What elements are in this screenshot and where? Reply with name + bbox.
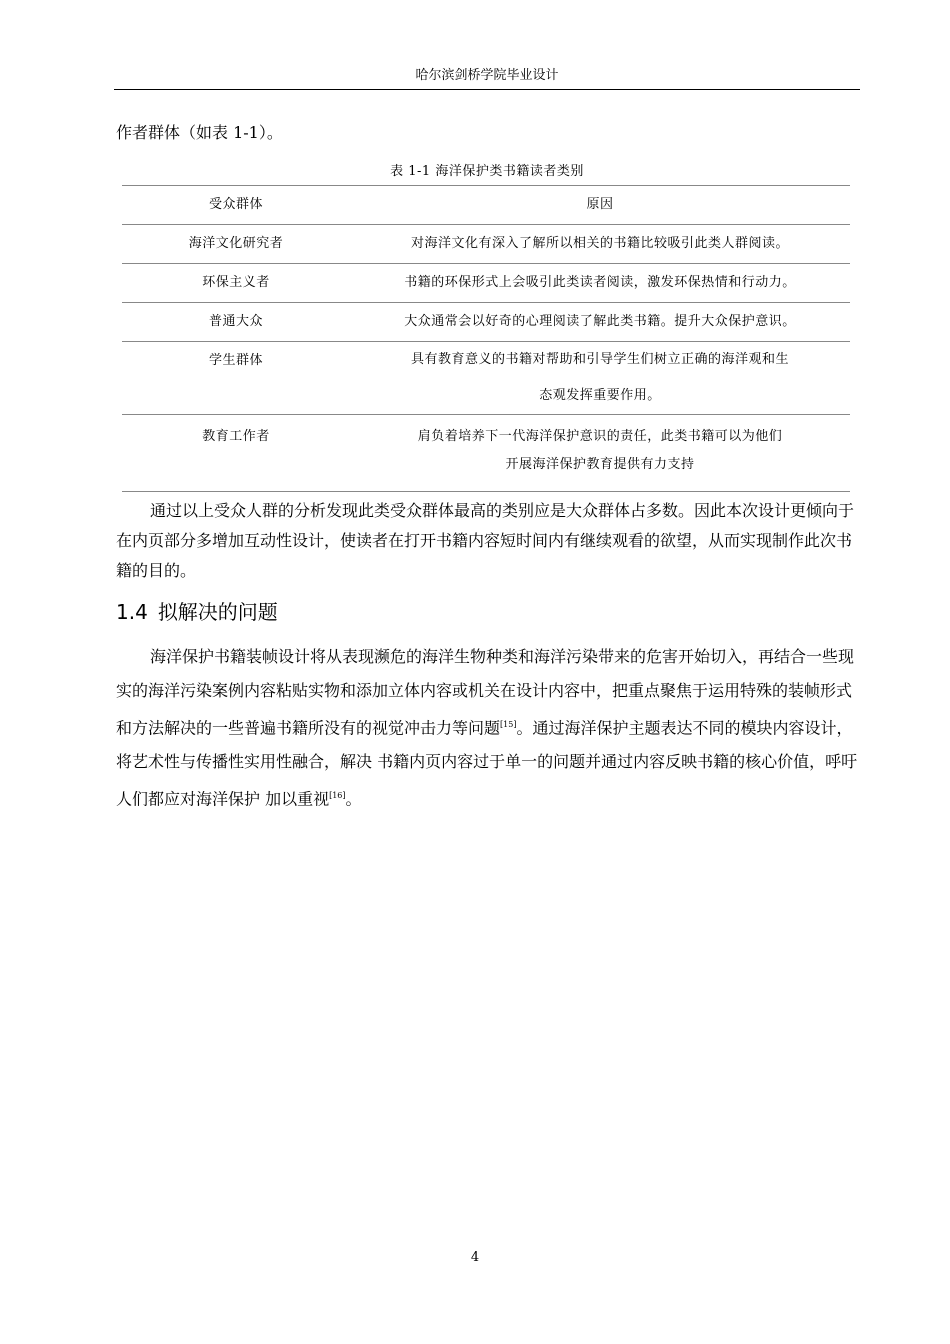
group-cell: 海洋文化研究者 <box>122 225 350 264</box>
section-heading <box>116 596 288 625</box>
citation-ref: [16] <box>329 791 346 801</box>
reason-cell <box>350 415 850 492</box>
reason-line: 态观发挥重要作用。 <box>539 388 661 403</box>
table-row <box>122 225 850 264</box>
reason-line: 肩负着培养下一代海洋保护意识的责任，此类书籍可以为他们 <box>417 429 783 444</box>
table-row <box>122 303 850 342</box>
reason-cell: 大众通常会以好奇的心理阅读了解此类书籍。提升大众保护意识。 <box>350 303 850 342</box>
section-title: 拟解决的问题 <box>157 600 278 624</box>
reason-line: 开展海洋保护教育提供有力支持 <box>505 457 695 472</box>
page-number: 4 <box>470 1250 480 1265</box>
citation-ref: [15] <box>500 720 517 729</box>
reason-cell <box>350 342 850 415</box>
table-caption: 表 1-1 海洋保护类书籍读者类别 <box>390 164 584 179</box>
section-number: 1.4 <box>116 600 148 624</box>
paragraph-analysis: 通过以上受众人群的分析发现此类受众群体最高的类别应是大众群体占多数。因此本次设计更倾向于在内页部分多增加互动性设计，使读者在打开书籍内容短时间内有继续观看的欲望，从而实现制作此次书籍的目的。 <box>116 501 855 580</box>
paragraph-problems <box>116 640 860 817</box>
reason-cell: 对海洋文化有深入了解所以相关的书籍比较吸引此类人群阅读。 <box>350 225 850 264</box>
reason-cell: 书籍的环保形式上会吸引此类读者阅读，激发环保热情和行动力。 <box>350 264 850 303</box>
group-cell: 环保主义者 <box>122 264 350 303</box>
group-cell: 学生群体 <box>122 342 350 415</box>
header-reason: 原因 <box>350 186 850 225</box>
table-header-row <box>122 186 850 225</box>
group-cell: 普通大众 <box>122 303 350 342</box>
reason-line: 具有教育意义的书籍对帮助和引导学生们树立正确的海洋观和生 <box>410 352 789 367</box>
header-group: 受众群体 <box>122 186 350 225</box>
table-row <box>122 264 850 303</box>
lead-text: 作者群体（如表 1-1）。 <box>116 123 283 142</box>
table-row <box>122 415 850 492</box>
paragraph-text: 海洋保护书籍装帧设计将从表现濒危的海洋生物种类和海洋污染带来的危害开始切入，再结合一些现实的海洋污染案例内容粘贴实物和添加立体内容或机关在设计内容中，把重点聚焦于运用特殊的装帧形式和方法解决的一些普遍书籍所没有的视觉冲击力等问题 <box>116 647 855 738</box>
reader-table <box>122 185 850 492</box>
page-header: 哈尔滨剑桥学院毕业设计 <box>114 64 860 90</box>
paragraph-text: 。通过海洋保护主题表达不同的模块内容设计，将艺术性与传播性实用性融合，解决 书籍内页内容过于单一的问题并通过内容反映书籍的核心价值，呼吁人们都应对海洋保护 加以重视 <box>116 718 858 809</box>
group-cell: 教育工作者 <box>122 415 350 492</box>
paragraph-text: 。 <box>345 789 362 809</box>
table-row <box>122 342 850 415</box>
